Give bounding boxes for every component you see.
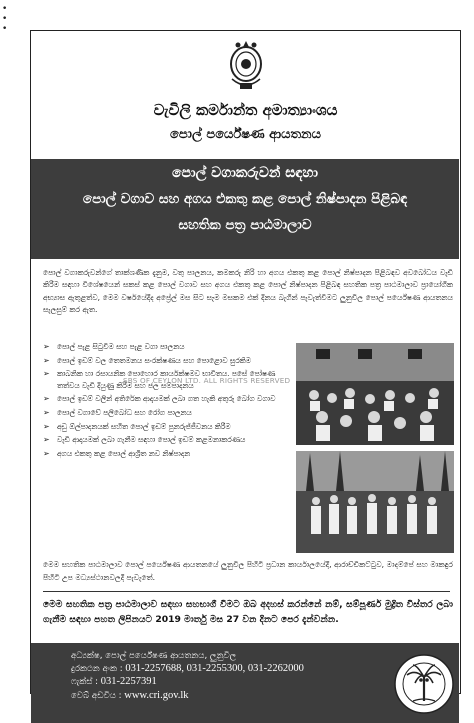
web-label: වෙබ් අඩවිය : — [71, 691, 122, 701]
list-item — [43, 341, 293, 352]
ministry-title: වැවිලි කර්මාන්ත අමාත්‍යාංශය — [153, 101, 338, 119]
phone-label: දුරකථන අංක : — [71, 664, 123, 674]
footer-address: අධ්‍යක්ෂ, පොල් පර්යේෂණ ආයතනය, ලුනුවිල — [71, 651, 237, 661]
arrow-bullet-icon: ➢ — [43, 369, 50, 379]
list-item — [43, 393, 293, 404]
corner-mark: • — [2, 14, 8, 24]
list-item-text: පොල් පැළ සිටුවීම සහ පැළ වගා පාලනය — [57, 342, 185, 351]
intro-paragraph: පොල් වගාකරුවන්ගේ තාක්ශණික දැනුම, වතු පාලනය, කමකරු නිරි හා අගය එකතු කළ පොල් නිෂ්පාදන පිළිබඳව අවබෝධය වැඩි කිරීම සඳහා විශේෂයෙන් සකස් කළ පොල් වගාව සහ අගය එකතු කළ පොල් නිෂ්පාදන පිළිබඳ සහතික පත්‍ර පාඨමාලාව ප්‍රායෝගික අභ්‍යාස ඇතුළත්ව, මෙම වර්ෂයේදීද අප්‍රේල් මස සිට සෑම මසකම එක් දිනය බැගින් පැවැත්වීමට ලුනුවිල පොල් පර්යේෂණ ආයතනය සැලසුම් කර ඇත. — [43, 268, 453, 315]
advertisement-page — [30, 30, 461, 701]
footer-web — [71, 690, 189, 701]
fax-value: 031-2257391 — [100, 676, 157, 687]
institute-title: පොල් පර්යේෂණ ආයතනය — [170, 127, 321, 142]
banner-line-1: පොල් වගාකරුවන් සඳහා — [171, 165, 319, 181]
arrow-bullet-icon: ➢ — [43, 449, 50, 459]
banner-line-3: සහතික පත්‍ර පාඨමාලාව — [178, 217, 312, 233]
application-deadline: මෙම සහතික පත්‍ර පාඨමාලාව සඳහා සහභාගී වීමට ඔබ අදහස් කරන්නේ නම්, සම්පූර්ණ මුද්‍රිත විස්තර ලබා ගැනීම සඳහා පහත ලිපිනයට 2019 මාර්තු මස 27 වන දිනට පෙර දැන්වන්න. — [43, 599, 453, 625]
corner-mark: • — [2, 4, 8, 14]
list-item-text: අගය එකතු කළ පොල් ආශ්‍රිත නව නිෂ්පාදන — [57, 449, 191, 459]
field-training-photo-image — [296, 451, 454, 553]
list-item-text: පොල් වගාවේ පලිබෝධ සහ රෝග පාලනය — [57, 408, 192, 418]
banner-line-2: පොල් වගාව සහ අගය එකතු කළ පොල් නිෂ්පාදන පිළිබඳ — [82, 191, 408, 207]
list-item-text: වැඩි ආදායමක් ලබා ගැනීම සඳහා පොල් ඉඩම් කළමනාකරණය — [57, 435, 246, 445]
list-item — [43, 355, 293, 366]
institute-seal-icon — [393, 653, 455, 715]
divider — [43, 591, 450, 592]
field-training-photo — [296, 451, 454, 553]
arrow-bullet-icon: ➢ — [43, 435, 50, 445]
arrow-bullet-icon: ➢ — [43, 421, 50, 431]
list-item-text: පොල් ඉඩම් වලින් අතිරේක ආදායමක් ලබා ගත හැකි අතුරු බෝග වගාව — [57, 394, 276, 404]
list-item-text: පොල් ඉඩම් වල තෙතමනය සංරක්ෂණය සහ පොළොව සුරකිම — [57, 355, 251, 365]
list-item-text: කාබනික හා රසායනික පොහොර කාර්යක්ෂමව භාවිතය. පසේ පෝෂණ තත්වය වැඩි දියුණු කිරීම සහ ජල සම්පාදනය — [57, 369, 276, 390]
footer-fax — [71, 676, 157, 687]
arrow-bullet-icon: ➢ — [43, 342, 50, 351]
web-value: www.cri.gov.lk — [124, 690, 189, 701]
arrow-bullet-icon: ➢ — [43, 355, 50, 365]
arrow-bullet-icon: ➢ — [43, 394, 50, 404]
contact-footer — [31, 643, 459, 723]
list-item-text: අඩු ඕල්පාදනයක් සහිත පොල් ඉඩම් පුනරුජ්ජීවනය කිරීම — [57, 421, 231, 431]
fax-label: ෆැක්ස් : — [71, 677, 98, 687]
list-item — [43, 448, 293, 459]
classroom-photo-image — [296, 343, 454, 445]
arrow-bullet-icon: ➢ — [43, 408, 50, 418]
classroom-photo — [296, 343, 454, 445]
phone-value: 031-2257688, 031-2255300, 031-2262000 — [125, 663, 304, 674]
venue-note: මෙම සහතික පාඨමාලාව පොල් පර්යේෂණ ආයතනයේ ලුනුවිල පිහිටි ප්‍රධාන කාර්යාලයේදී, ආරාච්චිකට්ටුව, මාදම්පේ සහ මාකඳුර පිහිටි උප මධ්‍යස්ථානවලදී පැවැතේ. — [43, 560, 453, 582]
corner-marks — [2, 4, 7, 34]
corner-mark: • — [2, 24, 8, 34]
footer-phone — [71, 663, 304, 674]
topic-list — [43, 341, 293, 462]
list-item — [43, 407, 293, 418]
header — [31, 31, 460, 159]
list-item — [43, 434, 293, 445]
copyright-watermark: SBS OF CEYLON LTD. ALL RIGHTS RESERVED — [123, 376, 291, 385]
title-banner — [31, 159, 459, 259]
list-item — [43, 421, 293, 432]
sri-lanka-emblem-icon — [226, 39, 266, 93]
